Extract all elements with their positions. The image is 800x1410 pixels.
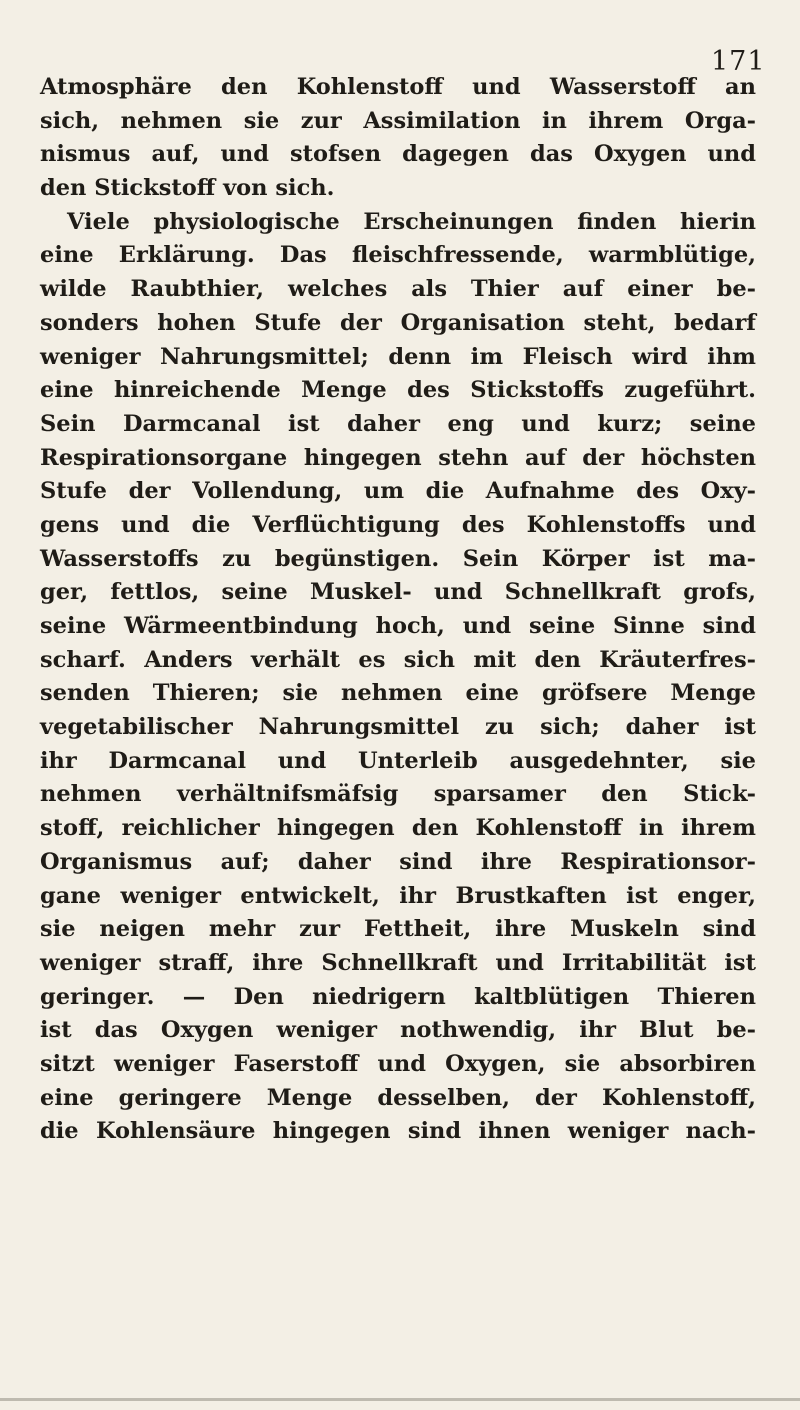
text-line: sich, nehmen sie zur Assimilation in ihrem Orga- [40, 107, 756, 134]
body-text [40, 71, 756, 1149]
text-line: Respirationsorgane hingegen stehn auf der höchsten [40, 444, 756, 471]
text-line: nehmen verhältnifsmäfsig sparsamer den Stick- [40, 781, 756, 808]
page-edge-divider [0, 1398, 800, 1401]
text-line: Wasserstoffs zu begünstigen. Sein Körper ist ma- [40, 545, 756, 572]
text-line: senden Thieren; sie nehmen eine gröfsere Menge [40, 680, 756, 707]
text-line: vegetabilischer Nahrungsmittel zu sich; daher ist [40, 714, 756, 741]
text-line: scharf. Anders verhält es sich mit den Kräuterfres- [40, 646, 756, 673]
text-line: sie neigen mehr zur Fettheit, ihre Muskeln sind [40, 916, 756, 943]
text-line: die Kohlensäure hingegen sind ihnen weniger nach- [40, 1118, 756, 1145]
text-line: weniger straff, ihre Schnellkraft und Irritabilität ist [40, 949, 756, 976]
text-line: geringer. — Den niedrigern kaltblütigen Thieren [40, 983, 756, 1010]
text-line: ihr Darmcanal und Unterleib ausgedehnter, sie [40, 747, 756, 774]
text-line: Organismus auf; daher sind ihre Respirationsor- [40, 848, 756, 875]
text-line: wilde Raubthier, welches als Thier auf einer be- [40, 276, 756, 303]
text-line: eine geringere Menge desselben, der Kohlenstoff, [40, 1084, 756, 1111]
text-line: Stufe der Vollendung, um die Aufnahme des Oxy- [40, 478, 756, 505]
text-line: gane weniger entwickelt, ihr Brustkaften ist enger, [40, 882, 756, 909]
text-line: sonders hohen Stufe der Organisation steht, bedarf [40, 309, 756, 336]
text-line: seine Wärmeentbindung hoch, und seine Sinne sind [40, 613, 756, 639]
text-line: den Stickstoff von sich. [40, 175, 335, 202]
text-line: eine hinreichende Menge des Stickstoffs zugeführt. [40, 377, 756, 404]
page-number: 171 [711, 46, 766, 77]
text-line: ger, fettlos, seine Muskel- und Schnellkraft grofs, [40, 579, 756, 606]
text-line: nismus auf, und stofsen dagegen das Oxygen und [40, 141, 756, 168]
text-line: gens und die Verflüchtigung des Kohlenstoffs und [40, 511, 756, 538]
text-line: ist das Oxygen weniger nothwendig, ihr Blut be- [40, 1017, 756, 1044]
text-line: Sein Darmcanal ist daher eng und kurz; seine [40, 410, 756, 437]
text-line: Atmosphäre den Kohlenstoff und Wasserstoff an [40, 74, 756, 100]
text-line: weniger Nahrungsmittel; denn im Fleisch wird ihm [40, 343, 756, 370]
text-line: sitzt weniger Faserstoff und Oxygen, sie absorbiren [40, 1050, 756, 1077]
text-line: stoff, reichlicher hingegen den Kohlenstoff in ihrem [40, 815, 756, 842]
text-line: eine Erklärung. Das fleischfressende, warmblütige, [40, 242, 756, 269]
text-line: Viele physiologische Erscheinungen finden hierin [67, 208, 756, 235]
